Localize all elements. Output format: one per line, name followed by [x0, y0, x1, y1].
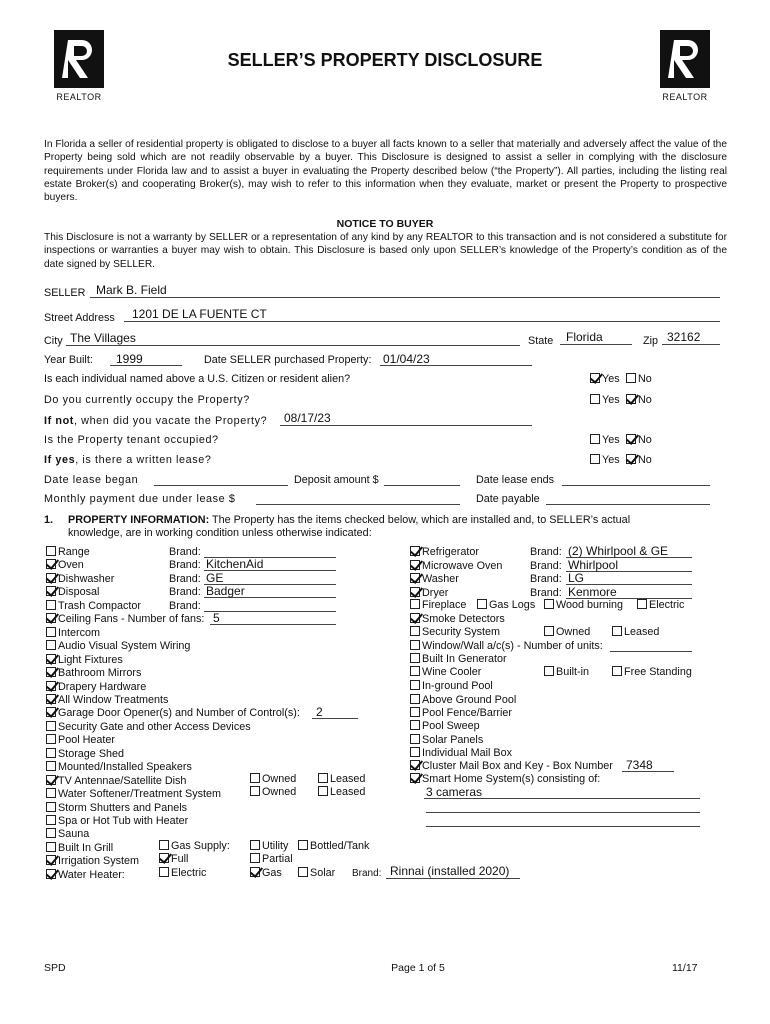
occupy-yes[interactable]: Yes	[590, 394, 620, 407]
item-light-fixtures[interactable]	[46, 654, 123, 667]
item-label: Security Gate and other Access Devices	[58, 720, 251, 733]
lease-began-label: Date lease began	[44, 474, 139, 486]
logo-text: REALTOR	[56, 92, 102, 102]
item-label: Storm Shutters and Panels	[58, 801, 188, 814]
seller-value[interactable]: Mark B. Field	[96, 283, 167, 297]
checkbox-icon[interactable]	[159, 840, 169, 850]
section-text: knowledge, are in working condition unless otherwise indicated:	[68, 527, 372, 539]
garage-controls-line	[312, 718, 358, 719]
checkbox-checked-icon[interactable]	[410, 546, 420, 556]
mailbox-number-line	[622, 771, 674, 772]
checkbox-icon[interactable]	[46, 788, 56, 798]
item-built-in-grill[interactable]	[46, 842, 113, 855]
city-label: City	[44, 335, 63, 347]
brand-label: Brand:	[169, 586, 201, 599]
item-label: Garage Door Opener(s) and Number of Control(s):	[58, 707, 300, 720]
checkbox-icon[interactable]	[590, 394, 600, 404]
brand-value[interactable]: KitchenAid	[206, 557, 264, 572]
brand-label: Brand:	[169, 572, 201, 585]
item-label: Intercom	[58, 626, 101, 639]
checkbox-icon[interactable]	[544, 666, 554, 676]
checkbox-checked-icon[interactable]	[626, 394, 636, 404]
checkbox-icon[interactable]	[46, 842, 56, 852]
smart-home-line-1	[424, 798, 700, 799]
seller-label: SELLER	[44, 287, 86, 299]
item-cluster-mail-box-and-key-box-number[interactable]	[410, 760, 613, 773]
vacate-line	[280, 425, 532, 426]
wine-builtin[interactable]: Built-in	[544, 666, 589, 679]
date-purchased-value[interactable]: 01/04/23	[383, 352, 430, 366]
checkbox-icon[interactable]	[46, 815, 56, 825]
smart-home-line-2[interactable]	[426, 812, 700, 813]
water-heater-brand-value[interactable]: Rinnai (installed 2020)	[390, 864, 510, 878]
section-number: 1.	[44, 514, 54, 526]
checkbox-checked-icon[interactable]	[46, 681, 56, 691]
checkbox-icon[interactable]	[46, 748, 56, 758]
brand-value[interactable]: Whirlpool	[568, 557, 619, 572]
item-label: Trash Compactor	[58, 599, 142, 612]
checkbox-icon[interactable]	[318, 773, 328, 783]
footer-form-code: SPD	[44, 962, 66, 974]
checkbox-icon[interactable]	[298, 867, 308, 877]
item-dryer[interactable]	[410, 587, 448, 600]
brand-label: Brand:	[530, 573, 562, 585]
gas-bottled[interactable]: Bottled/Tank	[298, 840, 369, 853]
lease-question: If yes, is there a written lease?	[44, 454, 212, 466]
checkbox-checked-icon[interactable]	[46, 573, 56, 583]
checkbox-icon[interactable]	[544, 599, 554, 609]
checkbox-icon[interactable]	[410, 680, 420, 690]
checkbox-checked-icon[interactable]	[46, 586, 56, 596]
item-label: Solar Panels	[422, 733, 484, 746]
item-label: TV Antennae/Satellite Dish	[58, 774, 187, 787]
item-all-window-treatments[interactable]	[46, 694, 168, 707]
water-heater-brand-label: Brand:	[352, 868, 382, 879]
item-audio-visual-system-wiring[interactable]	[46, 640, 190, 653]
checkbox-checked-icon[interactable]	[250, 867, 260, 877]
checkbox-icon[interactable]	[410, 720, 420, 730]
item-label: Individual Mail Box	[422, 747, 513, 759]
date-purchased-line	[380, 365, 532, 366]
item-label: Dishwasher	[58, 572, 115, 585]
lease-began-line[interactable]	[154, 485, 288, 486]
brand-value[interactable]: Kenmore	[568, 584, 617, 599]
intro-paragraph: In Florida a seller of residential property is obligated to disclose to a buyer all facts known to a seller that materially and adversely affect the value of the Property being sold which are not readily observable by a buyer. This Disclosure is designed to assist a seller in complying with the disclosure requirements under Florida law and to assist a buyer in evaluating the Property described below (“the Property”). All parties, including the listing real estate Broker(s) and cooperating Broker(s), may wish to refer to this information when they evaluate, market or present the Property to prospective buyers.	[44, 139, 727, 204]
fan-count-value[interactable]: 5	[213, 611, 220, 626]
brand-value[interactable]: LG	[568, 571, 585, 585]
security-owned[interactable]: Owned	[544, 626, 590, 639]
water-heater-electric[interactable]: Electric	[159, 867, 206, 880]
deposit-line[interactable]	[384, 485, 460, 486]
lease-no[interactable]: No	[626, 454, 652, 467]
brand-value[interactable]: (2) Whirlpool & GE	[568, 544, 669, 558]
item-label: Smart Home System(s) consisting of:	[422, 773, 601, 785]
checkbox-icon[interactable]	[250, 853, 260, 863]
city-line	[66, 345, 520, 346]
checkbox-icon[interactable]	[250, 773, 260, 783]
checkbox-checked-icon[interactable]	[46, 613, 56, 623]
checkbox-icon[interactable]	[410, 747, 420, 757]
tenant-question: Is the Property tenant occupied?	[44, 434, 219, 446]
city-value[interactable]: The Villages	[70, 331, 136, 345]
item-label: Audio Visual System Wiring	[58, 640, 191, 653]
ac-units-line[interactable]	[610, 651, 692, 652]
checkbox-checked-icon[interactable]	[410, 573, 420, 583]
checkbox-icon[interactable]	[477, 599, 487, 609]
gas-supply[interactable]: Gas Supply:	[159, 840, 230, 853]
garage-controls-value[interactable]: 2	[316, 705, 323, 720]
item-microwave-oven[interactable]	[410, 560, 502, 573]
street-label: Street Address	[44, 312, 115, 324]
brand-label: Brand:	[169, 546, 201, 558]
checkbox-icon[interactable]	[410, 653, 420, 663]
item-label: Ceiling Fans - Number of fans:	[58, 613, 205, 626]
softener-leased[interactable]: Leased	[318, 786, 365, 799]
monthly-label: Monthly payment due under lease $	[44, 493, 236, 505]
item-label: Storage Shed	[58, 747, 125, 760]
item-individual-mail-box[interactable]	[410, 747, 512, 760]
year-built-line	[110, 365, 182, 366]
item-label: Spa or Hot Tub with Heater	[58, 815, 189, 827]
checkbox-icon[interactable]	[637, 599, 647, 609]
checkbox-icon[interactable]	[410, 707, 420, 717]
item-label: Smoke Detectors	[422, 613, 505, 625]
tv-owned[interactable]: Owned	[250, 773, 296, 786]
lease-ends-label: Date lease ends	[476, 474, 555, 486]
checkbox-icon[interactable]	[410, 640, 420, 650]
item-label: Built In Grill	[58, 841, 114, 854]
checkbox-icon[interactable]	[250, 786, 260, 796]
water-heater-solar[interactable]: Solar	[298, 867, 335, 880]
item-label: Built In Generator	[422, 653, 507, 665]
item-label: Bathroom Mirrors	[58, 667, 142, 680]
item-label: Washer	[422, 573, 459, 585]
item-label: Pool Sweep	[422, 720, 480, 732]
checkbox-icon[interactable]	[612, 666, 622, 676]
citizen-no[interactable]: No	[626, 373, 652, 386]
checkbox-icon[interactable]	[46, 802, 56, 812]
brand-value[interactable]: GE	[206, 570, 224, 585]
checkbox-checked-icon[interactable]	[626, 454, 636, 464]
citizen-yes[interactable]: Yes	[590, 373, 620, 386]
checkbox-checked-icon[interactable]	[46, 775, 56, 785]
tv-leased[interactable]: Leased	[318, 773, 365, 786]
checkbox-icon[interactable]	[46, 761, 56, 771]
water-heater-gas[interactable]: Gas	[250, 867, 282, 880]
item-smoke-detectors[interactable]	[410, 613, 505, 626]
smart-home-line-3[interactable]	[426, 826, 700, 827]
checkbox-icon[interactable]	[46, 600, 56, 610]
section-heading: PROPERTY INFORMATION: The Property has the items checked below, which are installed and, to SELLER’s actual	[68, 514, 631, 526]
item-label: In-ground Pool	[422, 680, 493, 692]
checkbox-checked-icon[interactable]	[46, 559, 56, 569]
softener-owned[interactable]: Owned	[250, 786, 296, 799]
checkbox-icon[interactable]	[410, 694, 420, 704]
checkbox-icon[interactable]	[318, 786, 328, 796]
brand-label: Brand:	[169, 559, 201, 572]
item-irrigation-system[interactable]	[46, 855, 139, 868]
item-built-in-generator[interactable]	[410, 653, 507, 666]
fan-count-line	[210, 624, 336, 625]
brand-label: Brand:	[169, 599, 201, 612]
checkbox-icon[interactable]	[410, 626, 420, 636]
item-sauna[interactable]	[46, 828, 89, 841]
item-refrigerator[interactable]	[410, 546, 479, 559]
checkbox-icon[interactable]	[46, 627, 56, 637]
checkbox-icon[interactable]	[46, 734, 56, 744]
checkbox-icon[interactable]	[46, 721, 56, 731]
deposit-label: Deposit amount $	[294, 474, 379, 486]
item-label: Dryer	[422, 586, 449, 599]
fireplace-electric[interactable]: Electric	[637, 599, 684, 612]
year-built-value[interactable]: 1999	[116, 352, 143, 366]
brand-label: Brand:	[530, 546, 562, 558]
checkbox-icon[interactable]	[590, 454, 600, 464]
item-in-ground-pool[interactable]	[410, 680, 493, 693]
checkbox-checked-icon[interactable]	[46, 869, 56, 879]
checkbox-checked-icon[interactable]	[46, 694, 56, 704]
checkbox-icon[interactable]	[410, 666, 420, 676]
item-label: Drapery Hardware	[58, 680, 147, 693]
zip-label: Zip	[643, 335, 658, 347]
item-drapery-hardware[interactable]	[46, 681, 146, 694]
checkbox-icon[interactable]	[626, 373, 636, 383]
checkbox-checked-icon[interactable]	[159, 853, 169, 863]
item-trash-compactor[interactable]	[46, 600, 141, 613]
seller-line	[90, 297, 720, 298]
checkbox-icon[interactable]	[46, 828, 56, 838]
item-window-wall-a-c-s-number-of-units[interactable]	[410, 640, 603, 653]
item-label: Water Softener/Treatment System	[58, 788, 222, 801]
logo-text: REALTOR	[662, 92, 708, 102]
item-label: Mounted/Installed Speakers	[58, 761, 192, 774]
item-disposal[interactable]	[46, 586, 99, 599]
occupy-question: Do you currently occupy the Property?	[44, 394, 250, 406]
item-label: Irrigation System	[58, 855, 140, 868]
item-label: Sauna	[58, 828, 90, 841]
checkbox-icon[interactable]	[159, 867, 169, 877]
item-storage-shed[interactable]	[46, 748, 124, 761]
brand-label: Brand:	[530, 559, 562, 572]
notice-heading: NOTICE TO BUYER	[336, 218, 434, 230]
checkbox-icon[interactable]	[612, 626, 622, 636]
security-leased[interactable]: Leased	[612, 626, 659, 639]
item-label: Microwave Oven	[422, 559, 503, 572]
checkbox-checked-icon[interactable]	[410, 760, 420, 770]
item-above-ground-pool[interactable]	[410, 694, 516, 707]
lease-yes[interactable]: Yes	[590, 454, 620, 467]
state-line	[560, 344, 632, 345]
notice-paragraph: This Disclosure is not a warranty by SELLER or a representation of any kind by any REALTOR to this transaction and is not considered a substitute for inspections or warranties a buyer may wish to obtain. This Disclosure is based only upon SELLER’s knowledge of the Property’s condition as of the date signed by SELLER.	[44, 232, 727, 270]
item-bathroom-mirrors[interactable]	[46, 667, 141, 680]
item-storm-shutters-and-panels[interactable]	[46, 802, 187, 815]
item-pool-sweep[interactable]	[410, 720, 480, 733]
checkbox-icon[interactable]	[298, 840, 308, 850]
item-solar-panels[interactable]	[410, 734, 483, 747]
item-label: Wine Cooler	[422, 666, 482, 678]
item-water-softener-treatment-system[interactable]	[46, 788, 221, 801]
checkbox-icon[interactable]	[46, 546, 56, 556]
checkbox-icon[interactable]	[250, 840, 260, 850]
smart-home-value[interactable]: 3 cameras	[426, 785, 483, 799]
checkbox-icon[interactable]	[590, 434, 600, 444]
item-label: Pool Fence/Barrier	[422, 707, 513, 719]
item-garage-door-opener-s-and-number-of-control-s[interactable]	[46, 707, 300, 720]
wine-free-standing[interactable]: Free Standing	[612, 666, 692, 679]
checkbox-checked-icon[interactable]	[410, 773, 420, 783]
checkbox-icon[interactable]	[46, 640, 56, 650]
checkbox-checked-icon[interactable]	[46, 667, 56, 677]
occupy-no[interactable]: No	[626, 394, 652, 407]
footer-revision: 11/17	[672, 962, 698, 974]
vacate-value[interactable]: 08/17/23	[284, 411, 331, 425]
item-mounted-installed-speakers[interactable]	[46, 761, 192, 774]
checkbox-icon[interactable]	[410, 599, 420, 609]
page-title: SELLER’S PROPERTY DISCLOSURE	[227, 50, 543, 70]
item-label: Cluster Mail Box and Key - Box Number	[422, 760, 613, 772]
item-label: Pool Heater	[58, 734, 116, 747]
item-ceiling-fans-number-of-fans[interactable]	[46, 613, 204, 626]
item-label: Security System	[422, 626, 500, 638]
tenant-yes[interactable]: Yes	[590, 434, 620, 447]
irrigation-full[interactable]: Full	[159, 853, 188, 866]
citizen-question: Is each individual named above a U.S. Citizen or resident alien?	[44, 373, 351, 385]
item-tv-antennae-satellite-dish[interactable]	[46, 775, 186, 788]
zip-value[interactable]: 32162	[667, 330, 701, 344]
gas-utility[interactable]: Utility	[250, 840, 288, 853]
item-label: All Window Treatments	[58, 693, 169, 706]
item-wine-cooler[interactable]	[410, 666, 481, 679]
fireplace[interactable]: Fireplace	[410, 599, 466, 612]
item-label: Refrigerator	[422, 546, 480, 558]
brand-line	[204, 611, 336, 612]
brand-value[interactable]: Badger	[206, 584, 245, 599]
checkbox-checked-icon[interactable]	[626, 434, 636, 444]
item-pool-fence-barrier[interactable]	[410, 707, 512, 720]
item-label: Light Fixtures	[58, 653, 123, 666]
state-label: State	[528, 335, 554, 347]
year-built-label: Year Built:	[44, 354, 93, 366]
brand-label: Brand:	[530, 586, 562, 599]
item-security-system[interactable]	[410, 626, 500, 639]
vacate-question: If not, when did you vacate the Property?	[44, 415, 268, 427]
item-spa-or-hot-tub-with-heater[interactable]	[46, 815, 188, 828]
checkbox-checked-icon[interactable]	[46, 855, 56, 865]
checkbox-checked-icon[interactable]	[46, 654, 56, 664]
irrigation-partial[interactable]: Partial	[250, 853, 293, 866]
item-water-heater[interactable]	[46, 869, 125, 882]
item-pool-heater[interactable]	[46, 734, 115, 747]
date-purchased-label: Date SELLER purchased Property:	[204, 354, 372, 366]
item-intercom[interactable]	[46, 627, 100, 640]
item-label: Water Heater:	[58, 868, 125, 881]
item-label: Window/Wall a/c(s) - Number of units:	[422, 639, 603, 652]
wood-burning[interactable]: Wood burning	[544, 599, 623, 612]
gas-logs[interactable]: Gas Logs	[477, 599, 535, 612]
water-heater-brand-line	[386, 878, 520, 879]
checkbox-checked-icon[interactable]	[410, 560, 420, 570]
checkbox-icon[interactable]	[410, 734, 420, 744]
mailbox-number-value[interactable]: 7348	[626, 758, 653, 772]
checkbox-checked-icon[interactable]	[46, 707, 56, 717]
state-value[interactable]: Florida	[566, 330, 603, 344]
item-label: Range	[58, 546, 90, 558]
checkbox-checked-icon[interactable]	[410, 587, 420, 597]
checkbox-icon[interactable]	[544, 626, 554, 636]
date-payable-line[interactable]	[546, 504, 710, 505]
checkbox-checked-icon[interactable]	[410, 613, 420, 623]
item-label: Above Ground Pool	[422, 693, 517, 706]
item-dishwasher[interactable]	[46, 573, 114, 586]
checkbox-checked-icon[interactable]	[590, 373, 600, 383]
tenant-no[interactable]: No	[626, 434, 652, 447]
footer-page-number: Page 1 of 5	[391, 962, 445, 974]
date-payable-label: Date payable	[476, 493, 540, 505]
item-label: Oven	[58, 559, 84, 572]
street-value[interactable]: 1201 DE LA FUENTE CT	[132, 307, 267, 321]
monthly-line[interactable]	[256, 504, 460, 505]
street-line	[124, 321, 720, 322]
item-label: Disposal	[58, 586, 100, 599]
item-security-gate-and-other-access-devices[interactable]	[46, 721, 251, 734]
zip-line	[662, 344, 720, 345]
lease-ends-line[interactable]	[562, 485, 710, 486]
